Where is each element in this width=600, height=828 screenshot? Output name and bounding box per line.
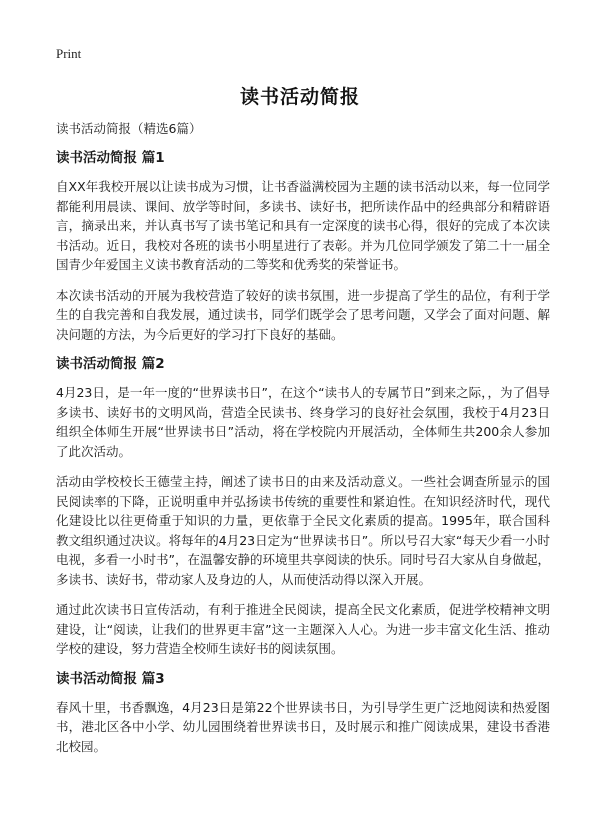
section-1-heading: 读书活动简报 篇1 <box>56 150 165 166</box>
section-1-paragraph-2: 本次读书活动的开展为我校营造了较好的读书氛围，进一步提高了学生的品位，有利于学生的自我完善和自我发展，通过读书，同学们既学会了思考问题，又学会了面对问题、解决问题的方法，为今后更好的学习打下良好的基础。 <box>56 287 550 342</box>
section-2-paragraph-3: 通过此次读书日宣传活动，有利于推进全民阅读，提高全民文化素质，促进学校精神文明建设，让“阅读，让我们的世界更丰富”这一主题深入人心。为进一步丰富文化生活、推动学校的建设，努力营造全校师生读好书的阅读氛围。 <box>56 602 550 656</box>
article-body <box>56 119 550 767</box>
document-subtitle: 读书活动简报（精选6篇） <box>56 121 202 136</box>
section-2-heading: 读书活动简报 篇2 <box>56 356 165 372</box>
page-title: 读书活动简报 <box>239 86 360 108</box>
section-3-paragraph-1: 春风十里，书香飘逸，4月23日是第22个世界读书日，为引导学生更广泛地阅读和热爱图书，港北区各中小学、幼儿园围绕着世界读书日，及时展示和推广阅读成果，建设书香港北校园。 <box>56 699 550 754</box>
section-2-paragraph-1: 4月23日，是一年一度的“世界读书日”，在这个“读书人的专属节日”到来之际，，为了倡导多读书、读好书的文明风尚，营造全民读书、终身学习的良好社会氛围，我校于4月23日组织全体师生开展“世界读书日”活动，将在学校院内开展活动，全体师生共200余人参加了此次活动。 <box>56 385 550 459</box>
print-link[interactable]: Print <box>56 46 82 61</box>
section-3-heading: 读书活动简报 篇3 <box>56 670 165 687</box>
section-2-paragraph-2: 活动由学校校长王德莹主持，阐述了读书日的由来及活动意义。一些社会调查所显示的国民阅读率的下降，正说明重申并弘扬读书传统的重要性和紧迫性。在知识经济时代，现代化建设比以往更倚重于知识的力量，更依靠于全民文化素质的提高。1995年，联合国科教文组织通过决议。将每年的4月23日定为“世界读书日”。所以号召大家“每天少看一小时电视，多看一小时书”，在温馨安静的环境里共享阅读的快乐。同时号召大家从自身做起，多读书、读好书，带动家人及身边的人，从而使活动得以深入开展。 <box>56 474 550 587</box>
section-1-paragraph-1: 自XX年我校开展以让读书成为习惯，让书香溢满校园为主题的读书活动以来，每一位同学都能利用晨读、课间、放学等时间，多读书、读好书，把所读作品中的经典部分和精辟语言，摘录出来，并认真书写了读书笔记和具有一定深度的读书心得，很好的完成了本次读书活动。近日，我校对各班的读书小明星进行了表彰。并为几位同学颁发了第二十一届全国青少年爱国主义读书教育活动的二等奖和优秀奖的荣誉证书。 <box>56 179 550 272</box>
